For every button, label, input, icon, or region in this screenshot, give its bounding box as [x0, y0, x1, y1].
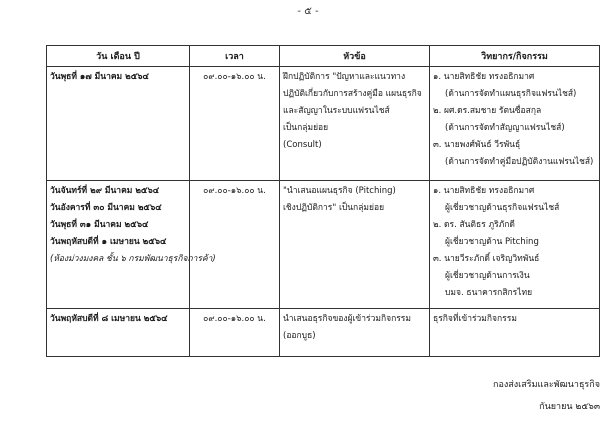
- time-cell: [190, 67, 280, 181]
- date-cell: [47, 309, 190, 357]
- speaker-line: ๓. นายพงศ์พันธ์ วีรพันธุ์: [433, 140, 521, 150]
- time-value: ๐๙.๐๐-๑๖.๐๐ น.: [203, 72, 266, 82]
- date-cell: [47, 181, 216, 309]
- time-cell: [190, 181, 280, 309]
- date-line: วันอังคารที่ ๓๐ มีนาคม ๒๕๖๔: [50, 203, 162, 213]
- time-value: ๐๙.๐๐-๑๖.๐๐ น.: [203, 186, 266, 196]
- topic-line: ปฏิบัติเกี่ยวกับการสร้างคู่มือ แผนธุรกิจ: [283, 89, 422, 99]
- table-row: [47, 181, 600, 309]
- topic-line: และสัญญาในระบบแฟรนไชส์: [283, 106, 390, 116]
- topic-line: (Consult): [283, 140, 322, 150]
- speaker-line: ผู้เชี่ยวชาญด้าน Pitching: [445, 237, 539, 247]
- topic-cell: [280, 309, 430, 357]
- speaker-line: (ด้านการจัดทำสัญญาแฟรนไชส์): [445, 123, 565, 133]
- header-date: วัน เดือน ปี: [47, 46, 190, 67]
- speaker-cell: [430, 181, 600, 309]
- speaker-line: ธุรกิจที่เข้าร่วมกิจกรรม: [433, 314, 517, 324]
- speaker-line: ๒. ดร. สันติธร ภูริภักดี: [433, 220, 515, 230]
- schedule-table: [46, 45, 600, 357]
- speaker-line: ๑. นายสิทธิชัย ทรงอธิกมาศ: [433, 186, 535, 196]
- speaker-cell: [430, 309, 600, 357]
- date-line: วันพฤหัสบดีที่ ๑ เมษายน ๒๕๖๔: [50, 237, 167, 247]
- page-number: - ๕ -: [297, 6, 319, 17]
- topic-line: เป็นกลุ่มย่อย: [283, 123, 329, 133]
- speaker-cell: [430, 67, 600, 181]
- speaker-line: ๑. นายสิทธิชัย ทรงอธิกมาศ: [433, 72, 535, 82]
- table-row: [47, 67, 600, 181]
- date-line: วันพุธที่ ๓๑ มีนาคม ๒๕๖๔: [50, 220, 149, 230]
- speaker-line: ผู้เชี่ยวชาญด้านธุรกิจแฟรนไชส์: [445, 203, 560, 213]
- speaker-line: ผู้เชี่ยวชาญด้านการเงิน: [445, 271, 530, 281]
- speaker-line: (ด้านการจัดทำแผนธุรกิจแฟรนไชส์): [445, 89, 577, 99]
- footer-date: กันยายน ๒๕๖๓: [539, 402, 600, 412]
- header-time: เวลา: [190, 46, 280, 67]
- topic-cell: [280, 181, 430, 309]
- table-row: [47, 309, 600, 357]
- topic-line: ฝึกปฏิบัติการ "ปัญหาและแนวทาง: [283, 72, 406, 82]
- table-header-row: [47, 46, 600, 67]
- topic-line: นำเสนอธุรกิจของผู้เข้าร่วมกิจกรรม: [283, 314, 411, 324]
- header-topic: หัวข้อ: [280, 46, 430, 67]
- date-line: วันจันทร์ที่ ๒๙ มีนาคม ๒๕๖๔: [50, 186, 160, 196]
- topic-cell: [280, 67, 430, 181]
- speaker-line: ๒. ผศ.ดร.สมชาย รัตนซื่อสกุล: [433, 106, 542, 116]
- date-line: วันพฤหัสบดีที่ ๘ เมษายน ๒๕๖๔: [50, 314, 168, 324]
- topic-line: "นำเสนอแผนธุรกิจ (Pitching): [283, 186, 396, 196]
- date-line: วันพุธที่ ๑๗ มีนาคม ๒๕๖๔: [50, 72, 149, 82]
- venue-note: (ห้องม่วงมงคล ชั้น ๖ กรมพัฒนาธุรกิจการค้า): [50, 254, 216, 264]
- date-cell: [47, 67, 190, 181]
- time-cell: [190, 309, 280, 357]
- speaker-line: บมจ. ธนาคารกสิกรไทย: [445, 288, 533, 298]
- topic-line: เชิงปฏิบัติการ" เป็นกลุ่มย่อย: [283, 203, 385, 213]
- time-value: ๐๙.๐๐-๑๖.๐๐ น.: [203, 314, 266, 324]
- topic-line: (ออกบูธ): [283, 331, 316, 341]
- speaker-line: ๓. นายวีระภักดิ์ เจริญวิทพันธ์: [433, 254, 540, 264]
- speaker-line: (ด้านการจัดทำคู่มือปฏิบัติงานแฟรนไชส์): [445, 157, 594, 167]
- header-speaker: วิทยากร/กิจกรรม: [430, 46, 600, 67]
- footer-org: กองส่งเสริมและพัฒนาธุรกิจ: [493, 380, 600, 390]
